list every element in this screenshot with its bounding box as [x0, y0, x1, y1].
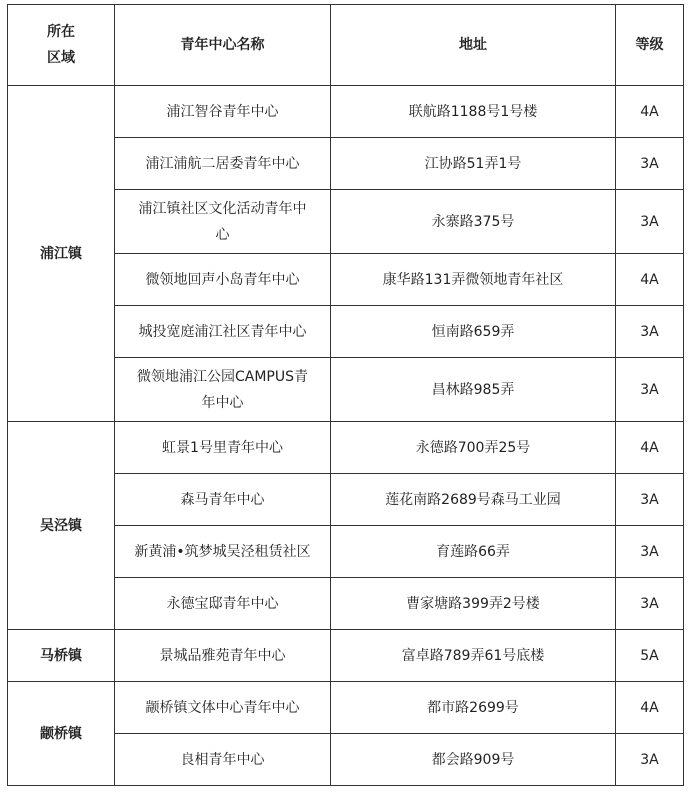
address-cell: 曹家塘路399弄2号楼: [331, 578, 616, 630]
address-cell: 恒南路659弄: [331, 306, 616, 358]
address-cell: 莲花南路2689号森马工业园: [331, 474, 616, 526]
youth-center-table: [7, 4, 684, 786]
address-cell: 昌林路985弄: [331, 358, 616, 422]
region-cell: 颛桥镇: [8, 682, 115, 786]
center-name-cell: 森马青年中心: [115, 474, 331, 526]
level-cell: 3A: [616, 474, 684, 526]
header-level: 等级: [616, 5, 684, 86]
center-name-cell: 浦江镇社区文化活动青年中 心: [115, 190, 331, 254]
center-name-cell: 颛桥镇文体中心青年中心: [115, 682, 331, 734]
header-address: 地址: [331, 5, 616, 86]
level-cell: 3A: [616, 138, 684, 190]
level-cell: 4A: [616, 422, 684, 474]
header-region-label: 所在 区域: [47, 24, 75, 66]
table-body: [8, 86, 684, 786]
center-name-cell: 良相青年中心: [115, 734, 331, 786]
level-cell: 3A: [616, 306, 684, 358]
address-cell: 育莲路66弄: [331, 526, 616, 578]
table-row: [8, 682, 684, 734]
center-name-cell: 虹景1号里青年中心: [115, 422, 331, 474]
address-cell: 联航路1188号1号楼: [331, 86, 616, 138]
level-cell: 3A: [616, 526, 684, 578]
level-cell: 5A: [616, 630, 684, 682]
level-cell: 3A: [616, 734, 684, 786]
address-cell: 富卓路789弄61号底楼: [331, 630, 616, 682]
header-row: [8, 5, 684, 86]
table-row: [8, 422, 684, 474]
center-name-cell: 微领地回声小岛青年中心: [115, 254, 331, 306]
level-cell: 3A: [616, 358, 684, 422]
table-row: [8, 630, 684, 682]
level-cell: 3A: [616, 190, 684, 254]
address-cell: 永寨路375号: [331, 190, 616, 254]
address-cell: 永德路700弄25号: [331, 422, 616, 474]
center-name-cell: 浦江智谷青年中心: [115, 86, 331, 138]
level-cell: 4A: [616, 682, 684, 734]
region-cell: 吴泾镇: [8, 422, 115, 630]
region-cell: 浦江镇: [8, 86, 115, 422]
center-name-cell: 城投宽庭浦江社区青年中心: [115, 306, 331, 358]
address-cell: 都会路909号: [331, 734, 616, 786]
center-name-cell: 永德宝邸青年中心: [115, 578, 331, 630]
region-cell: 马桥镇: [8, 630, 115, 682]
center-name-cell: 新黄浦•筑梦城吴泾租赁社区: [115, 526, 331, 578]
center-name-cell: 微领地浦江公园CAMPUS青 年中心: [115, 358, 331, 422]
address-cell: 康华路131弄微领地青年社区: [331, 254, 616, 306]
level-cell: 4A: [616, 86, 684, 138]
center-name-cell: 景城品雅苑青年中心: [115, 630, 331, 682]
address-cell: 都市路2699号: [331, 682, 616, 734]
level-cell: 3A: [616, 578, 684, 630]
center-name-cell: 浦江浦航二居委青年中心: [115, 138, 331, 190]
table-row: [8, 86, 684, 138]
level-cell: 4A: [616, 254, 684, 306]
header-region: [8, 5, 115, 86]
header-name: 青年中心名称: [115, 5, 331, 86]
address-cell: 江协路51弄1号: [331, 138, 616, 190]
